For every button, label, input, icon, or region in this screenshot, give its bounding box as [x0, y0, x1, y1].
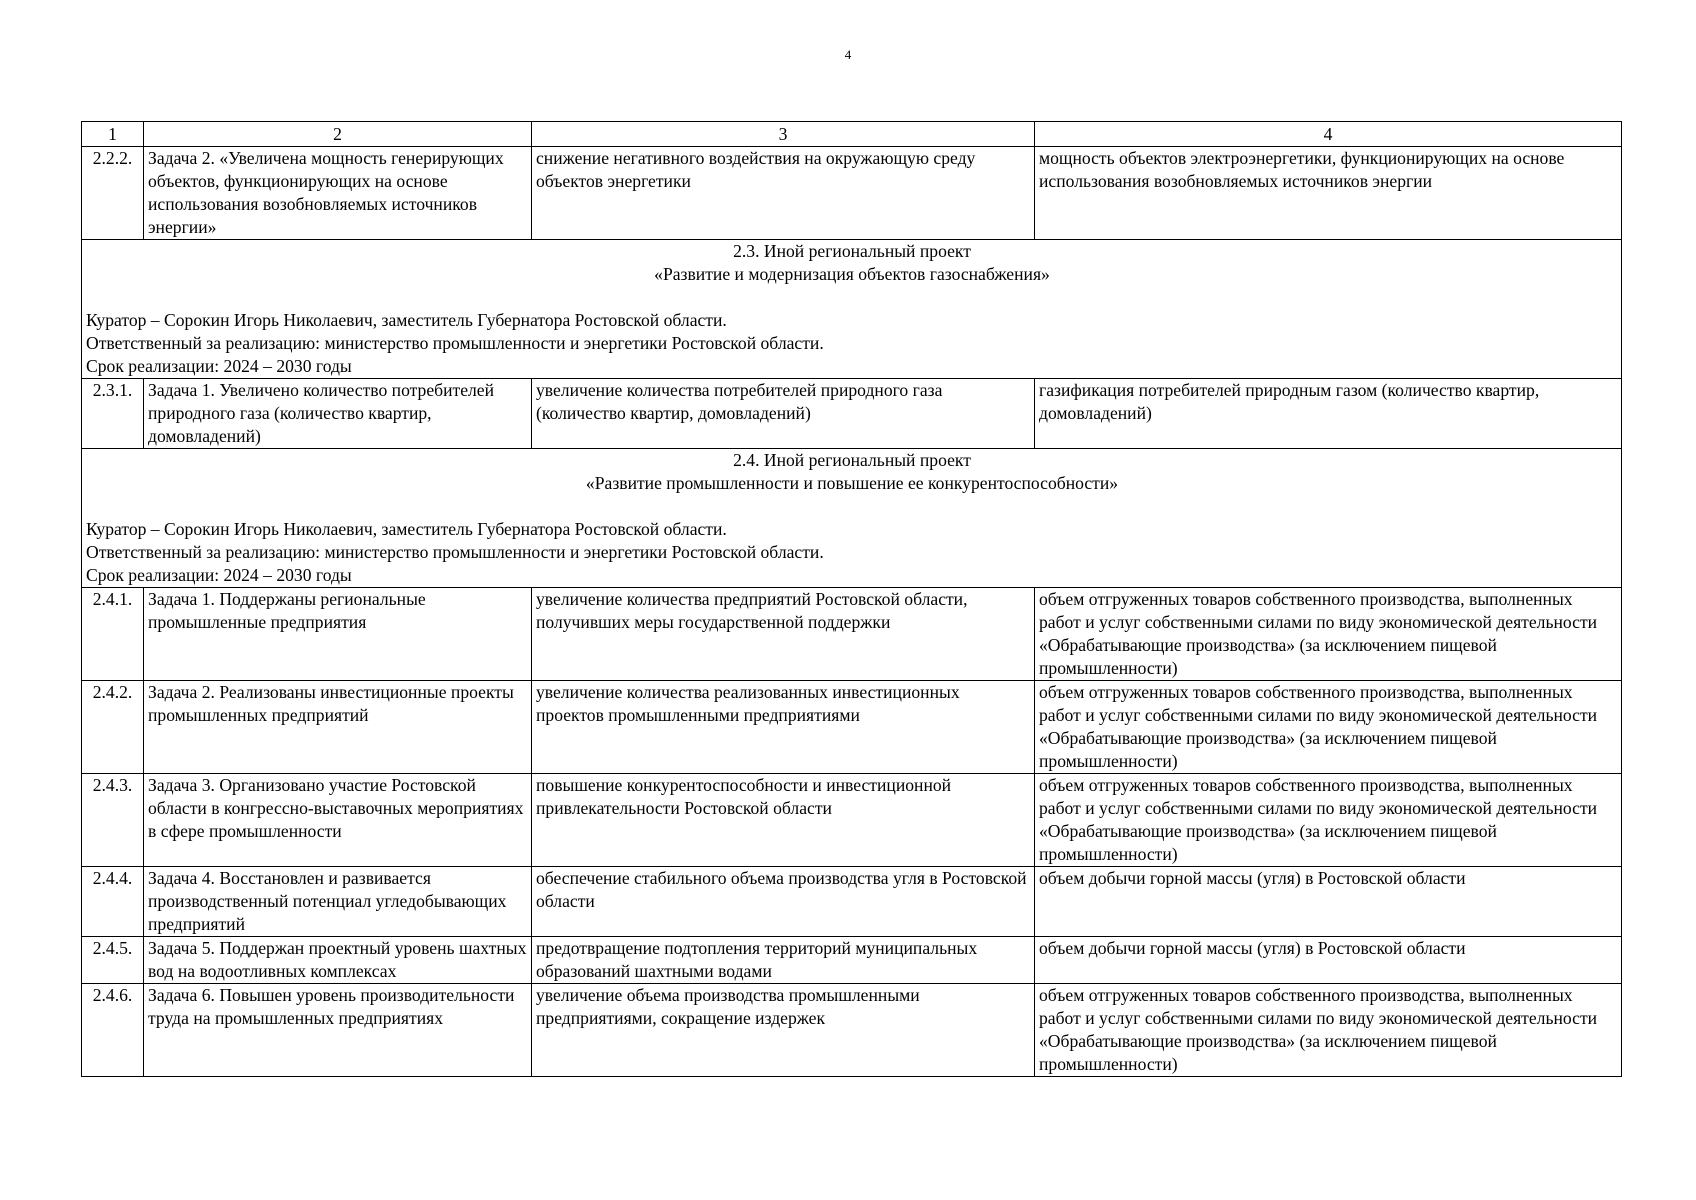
- table-row: [82, 147, 1622, 240]
- section-responsible: Ответственный за реализацию: министерство промышленности и энергетики Ростовской области.: [86, 333, 824, 353]
- effect-cell: увеличение количества потребителей природного газа (количество квартир, домовладений): [532, 379, 1035, 449]
- indicator-cell: объем добычи горной массы (угля) в Ростовской области: [1035, 937, 1622, 984]
- task-cell: Задача 3. Организовано участие Ростовской области в конгрессно-выставочных мероприятиях в сфере промышленности: [144, 774, 532, 867]
- section-title: 2.4. Иной региональный проект: [733, 450, 971, 470]
- task-cell: Задача 2. «Увеличена мощность генерирующих объектов, функционирующих на основе использования возобновляемых источников энергии»: [144, 147, 532, 240]
- column-header-4: 4: [1035, 122, 1622, 147]
- section-responsible: Ответственный за реализацию: министерство промышленности и энергетики Ростовской области.: [86, 542, 824, 562]
- effect-cell: предотвращение подтопления территорий муниципальных образований шахтными водами: [532, 937, 1035, 984]
- table-row: [82, 937, 1622, 984]
- effect-cell: увеличение объема производства промышленными предприятиями, сокращение издержек: [532, 984, 1035, 1077]
- section-cell: [82, 240, 1622, 379]
- task-cell: Задача 2. Реализованы инвестиционные проекты промышленных предприятий: [144, 681, 532, 774]
- column-header-3: 3: [532, 122, 1035, 147]
- section-cell: [82, 449, 1622, 588]
- effect-cell: снижение негативного воздействия на окружающую среду объектов энергетики: [532, 147, 1035, 240]
- task-cell: Задача 1. Увеличено количество потребителей природного газа (количество квартир, домовладений): [144, 379, 532, 449]
- row-number: 2.4.5.: [82, 937, 144, 984]
- section-project-name: «Развитие промышленности и повышение ее конкурентоспособности»: [585, 473, 1119, 493]
- indicator-cell: объем отгруженных товаров собственного производства, выполненных работ и услуг собственными силами по виду экономической деятельности «Обрабатывающие производства» (за исключением пищевой промышленности): [1035, 588, 1622, 681]
- indicator-cell: мощность объектов электроэнергетики, функционирующих на основе использования возобновляемых источников энергии: [1035, 147, 1622, 240]
- section-term: Срок реализации: 2024 – 2030 годы: [86, 356, 352, 376]
- section-curator: Куратор – Сорокин Игорь Николаевич, заместитель Губернатора Ростовской области.: [86, 310, 727, 330]
- effect-cell: увеличение количества предприятий Ростовской области, получивших меры государственной поддержки: [532, 588, 1035, 681]
- row-number: 2.4.4.: [82, 867, 144, 937]
- section-term: Срок реализации: 2024 – 2030 годы: [86, 565, 352, 585]
- column-header-2: 2: [144, 122, 532, 147]
- table-row: [82, 867, 1622, 937]
- effect-cell: обеспечение стабильного объема производства угля в Ростовской области: [532, 867, 1035, 937]
- table-row: [82, 681, 1622, 774]
- table-row: [82, 588, 1622, 681]
- row-number: 2.4.2.: [82, 681, 144, 774]
- table-row: [82, 984, 1622, 1077]
- column-header-1: 1: [82, 122, 144, 147]
- page-number: 4: [844, 47, 852, 62]
- indicator-cell: объем отгруженных товаров собственного производства, выполненных работ и услуг собственными силами по виду экономической деятельности «Обрабатывающие производства» (за исключением пищевой промышленности): [1035, 984, 1622, 1077]
- task-cell: Задача 5. Поддержан проектный уровень шахтных вод на водоотливных комплексах: [144, 937, 532, 984]
- table-row: [82, 774, 1622, 867]
- row-number: 2.4.3.: [82, 774, 144, 867]
- task-cell: Задача 1. Поддержаны региональные промышленные предприятия: [144, 588, 532, 681]
- task-cell: Задача 4. Восстановлен и развивается производственный потенциал угледобывающих предприятий: [144, 867, 532, 937]
- task-cell: Задача 6. Повышен уровень производительности труда на промышленных предприятиях: [144, 984, 532, 1077]
- header-row: [82, 122, 1622, 147]
- effect-cell: повышение конкурентоспособности и инвестиционной привлекательности Ростовской области: [532, 774, 1035, 867]
- section-row: [82, 449, 1622, 588]
- row-number: 2.4.1.: [82, 588, 144, 681]
- row-number: 2.2.2.: [82, 147, 144, 240]
- indicator-cell: объем добычи горной массы (угля) в Ростовской области: [1035, 867, 1622, 937]
- row-number: 2.3.1.: [82, 379, 144, 449]
- indicator-cell: газификация потребителей природным газом (количество квартир, домовладений): [1035, 379, 1622, 449]
- section-project-name: «Развитие и модернизация объектов газоснабжения»: [654, 264, 1050, 284]
- measures-table: [81, 121, 1622, 1077]
- effect-cell: увеличение количества реализованных инвестиционных проектов промышленными предприятиями: [532, 681, 1035, 774]
- section-title: 2.3. Иной региональный проект: [733, 241, 971, 261]
- table-row: [82, 379, 1622, 449]
- row-number: 2.4.6.: [82, 984, 144, 1077]
- indicator-cell: объем отгруженных товаров собственного производства, выполненных работ и услуг собственными силами по виду экономической деятельности «Обрабатывающие производства» (за исключением пищевой промышленности): [1035, 774, 1622, 867]
- section-row: [82, 240, 1622, 379]
- indicator-cell: объем отгруженных товаров собственного производства, выполненных работ и услуг собственными силами по виду экономической деятельности «Обрабатывающие производства» (за исключением пищевой промышленности): [1035, 681, 1622, 774]
- section-curator: Куратор – Сорокин Игорь Николаевич, заместитель Губернатора Ростовской области.: [86, 519, 727, 539]
